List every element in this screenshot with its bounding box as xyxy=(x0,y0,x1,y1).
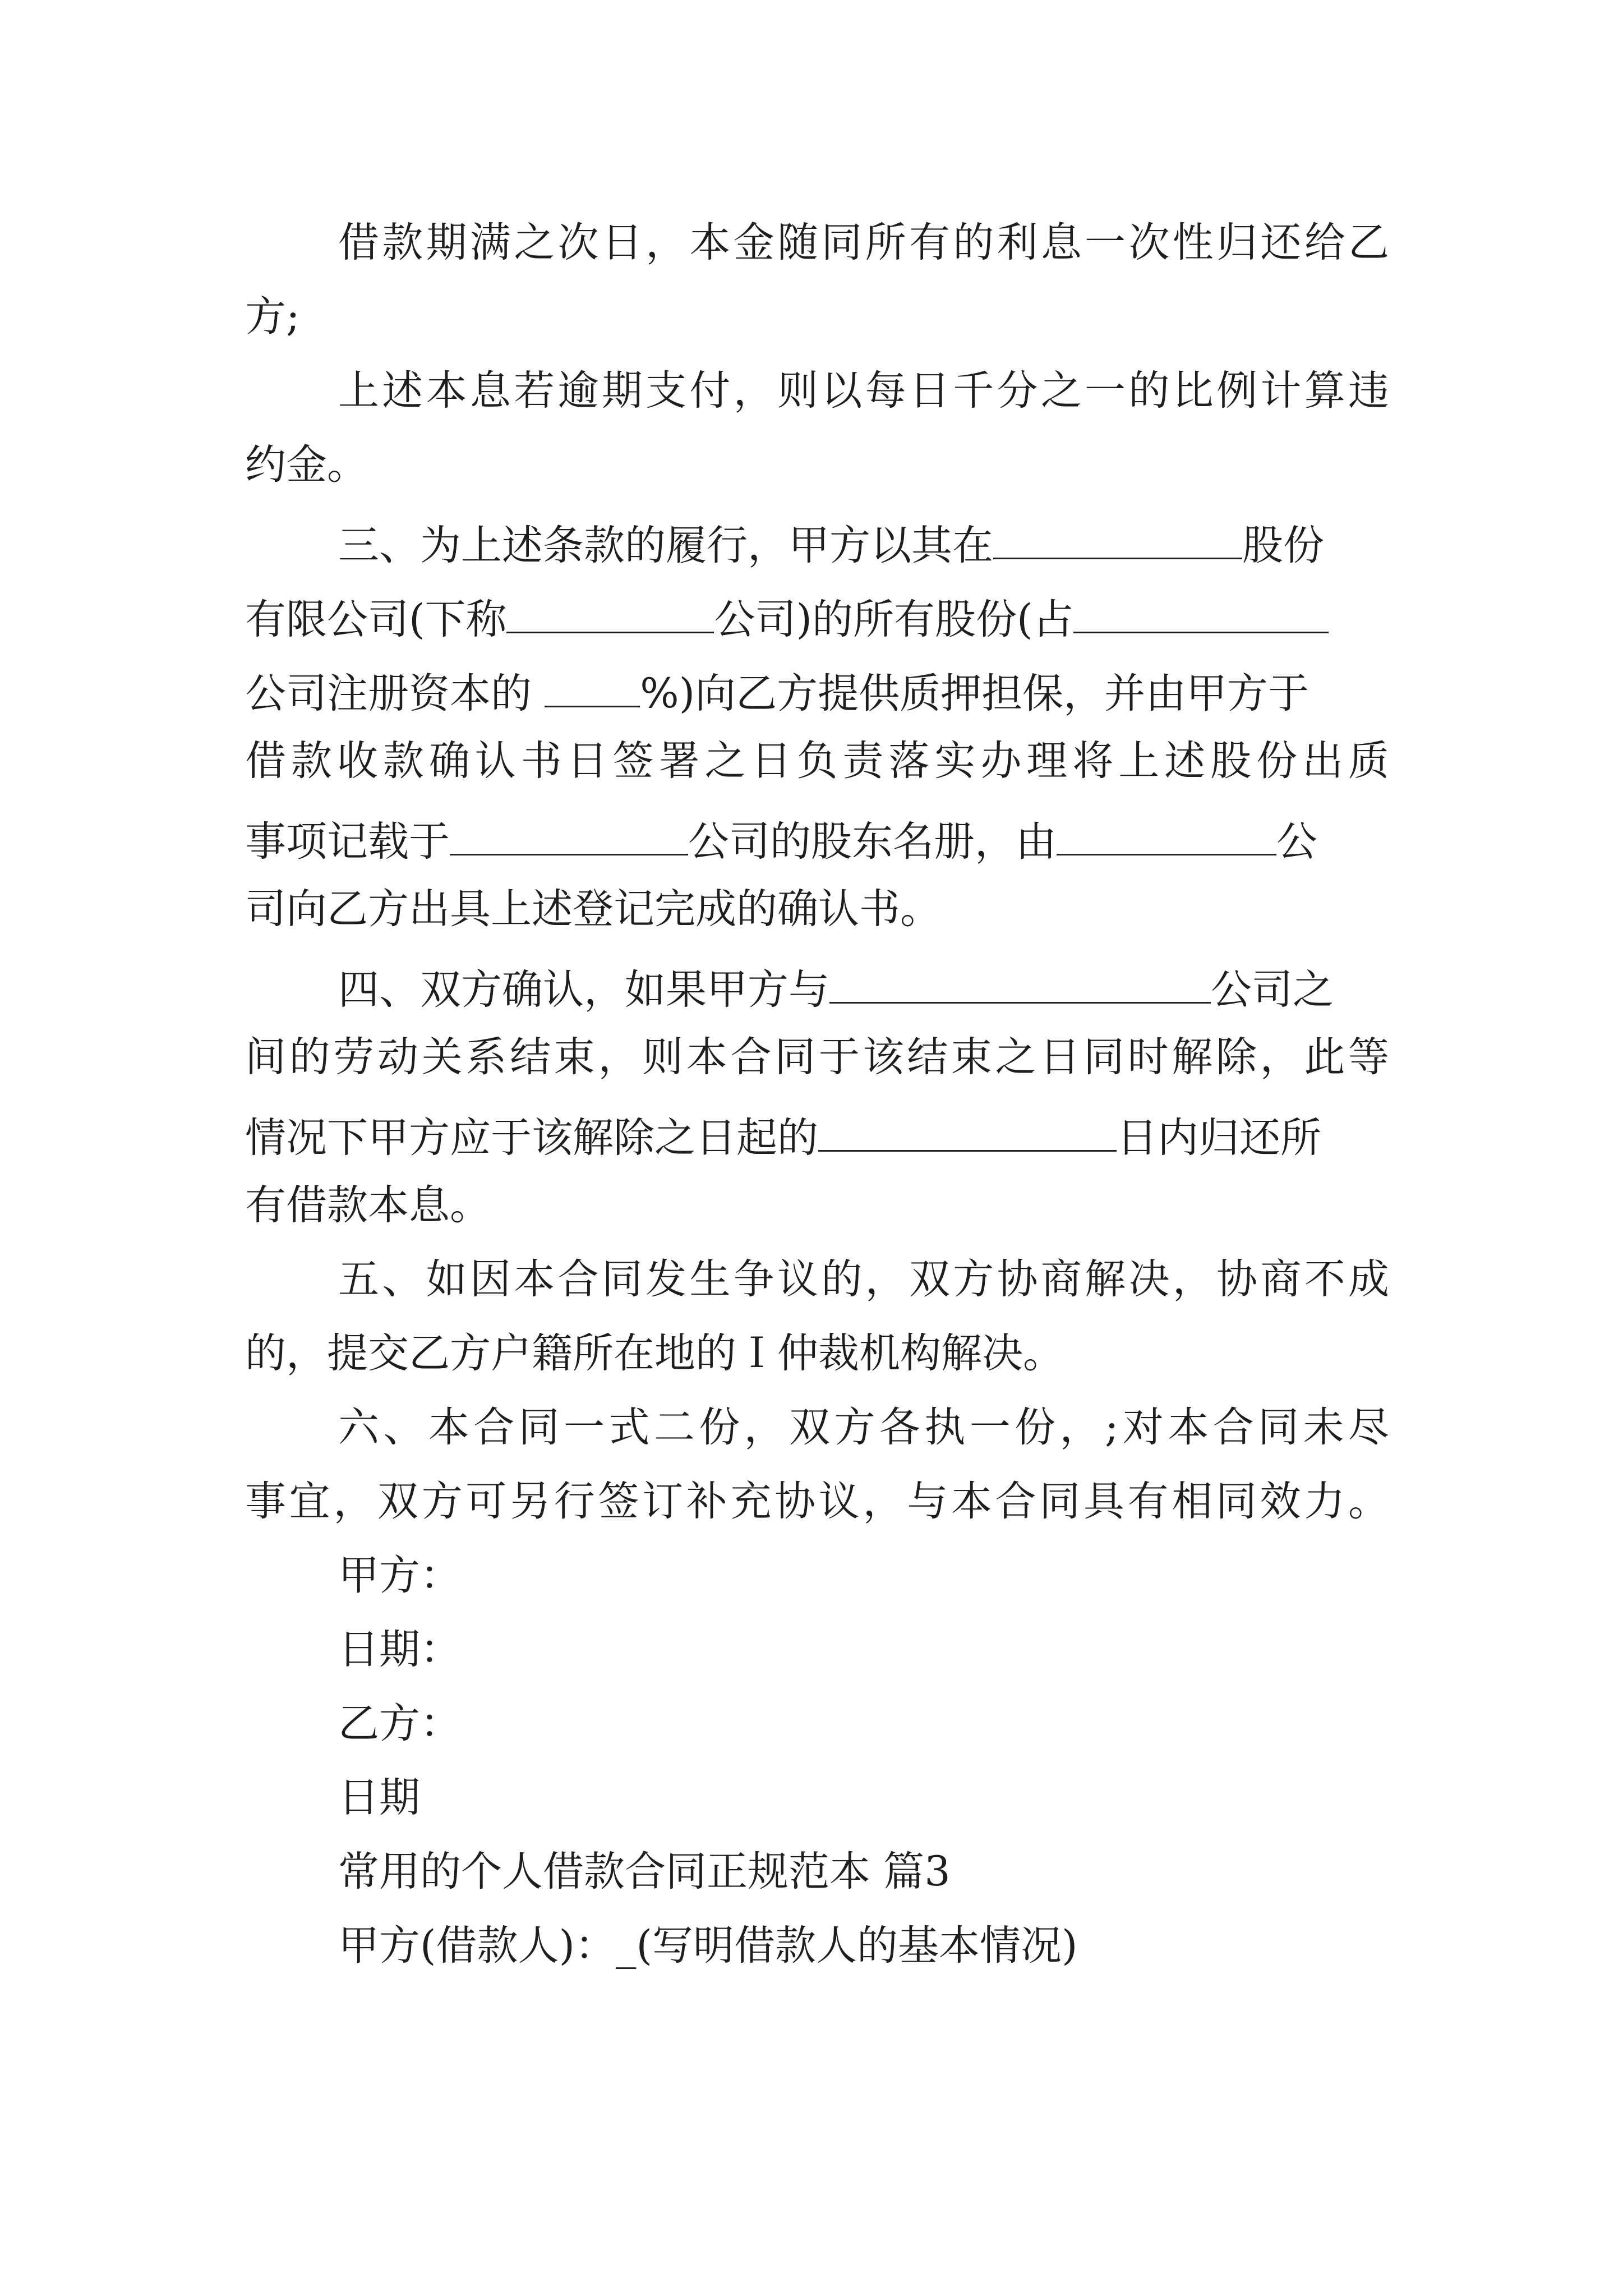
clause-4-text: 公司之 xyxy=(1211,966,1334,1014)
blank-field-company-register[interactable] xyxy=(450,815,688,855)
blank-field-share-ratio[interactable] xyxy=(1073,592,1329,633)
paragraph-4-line-1 xyxy=(338,963,1389,1013)
clause-3-text: 公 xyxy=(1276,818,1317,866)
paragraph-4-line-3 xyxy=(245,1111,1389,1161)
blank-field-employer[interactable] xyxy=(829,963,1211,1004)
paragraph-4-line-4: 有借款本息。 xyxy=(245,1181,491,1229)
paragraph-6-line-1: 六、本合同一式二份，双方各执一份，;对本合同未尽 xyxy=(338,1404,1389,1451)
clause-3-text: %)向乙方提供质押担保，并由甲方于 xyxy=(640,670,1310,717)
blank-field-issuing-company[interactable] xyxy=(1057,815,1276,855)
signature-party-b: 乙方： xyxy=(338,1700,461,1747)
clause-3-text: 事项记载于 xyxy=(245,818,450,866)
signature-party-a: 甲方： xyxy=(338,1552,461,1599)
signature-date-2: 日期 xyxy=(338,1774,420,1821)
signature-date-1: 日期： xyxy=(338,1626,461,1673)
paragraph-5-line-1: 五、如因本合同发生争议的，双方协商解决，协商不成 xyxy=(338,1255,1389,1303)
blank-field-percent[interactable] xyxy=(545,666,640,707)
paragraph-3-line-5 xyxy=(245,815,1389,865)
blank-field-days[interactable] xyxy=(818,1111,1117,1152)
clause-4-text: 情况下甲方应于该解除之日起的 xyxy=(245,1114,818,1162)
paragraph-1-line-2: 方; xyxy=(245,293,300,341)
paragraph-5-line-2: 的，提交乙方户籍所在地的Ｉ仲裁机构解决。 xyxy=(245,1329,1064,1377)
paragraph-3-line-3 xyxy=(245,666,1389,717)
paragraph-2-line-2: 约金。 xyxy=(245,441,368,489)
paragraph-4-line-2: 间的劳动关系结束，则本合同于该结束之日同时解除，此等 xyxy=(245,1033,1389,1081)
clause-3-text: 公司的股东名册，由 xyxy=(688,818,1057,866)
blank-field-company-name[interactable] xyxy=(993,518,1242,559)
paragraph-1-line-1: 借款期满之次日，本金随同所有的利息一次性归还给乙 xyxy=(338,219,1389,266)
clause-3-text: 有限公司(下称 xyxy=(245,596,507,643)
clause-3-text-shares: 股份 xyxy=(1242,522,1324,569)
clause-4-text: 四、双方确认，如果甲方与 xyxy=(338,966,829,1014)
clause-3-text: 公司)的所有股份(占 xyxy=(714,596,1074,643)
paragraph-3-line-2 xyxy=(245,592,1389,643)
lender-line: 甲方(借款人)：_(写明借款人的基本情况) xyxy=(338,1922,1078,1970)
clause-3-text: 三、为上述条款的履行，甲方以其在 xyxy=(338,522,993,569)
paragraph-3-line-6: 司向乙方出具上述登记完成的确认书。 xyxy=(245,885,941,933)
clause-3-text: 公司注册资本的 xyxy=(245,670,545,717)
paragraph-2-line-1: 上述本息若逾期支付，则以每日千分之一的比例计算违 xyxy=(338,367,1389,415)
clause-4-text: 日内归还所 xyxy=(1117,1114,1321,1162)
paragraph-3-line-1 xyxy=(338,518,1389,569)
section-heading: 常用的个人借款合同正规范本 篇3 xyxy=(338,1848,951,1895)
blank-field-short-name[interactable] xyxy=(506,592,714,633)
paragraph-3-line-4: 借款收款确认书日签署之日负责落实办理将上述股份出质 xyxy=(245,737,1389,785)
paragraph-6-line-2: 事宜，双方可另行签订补充协议，与本合同具有相同效力。 xyxy=(245,1478,1389,1525)
